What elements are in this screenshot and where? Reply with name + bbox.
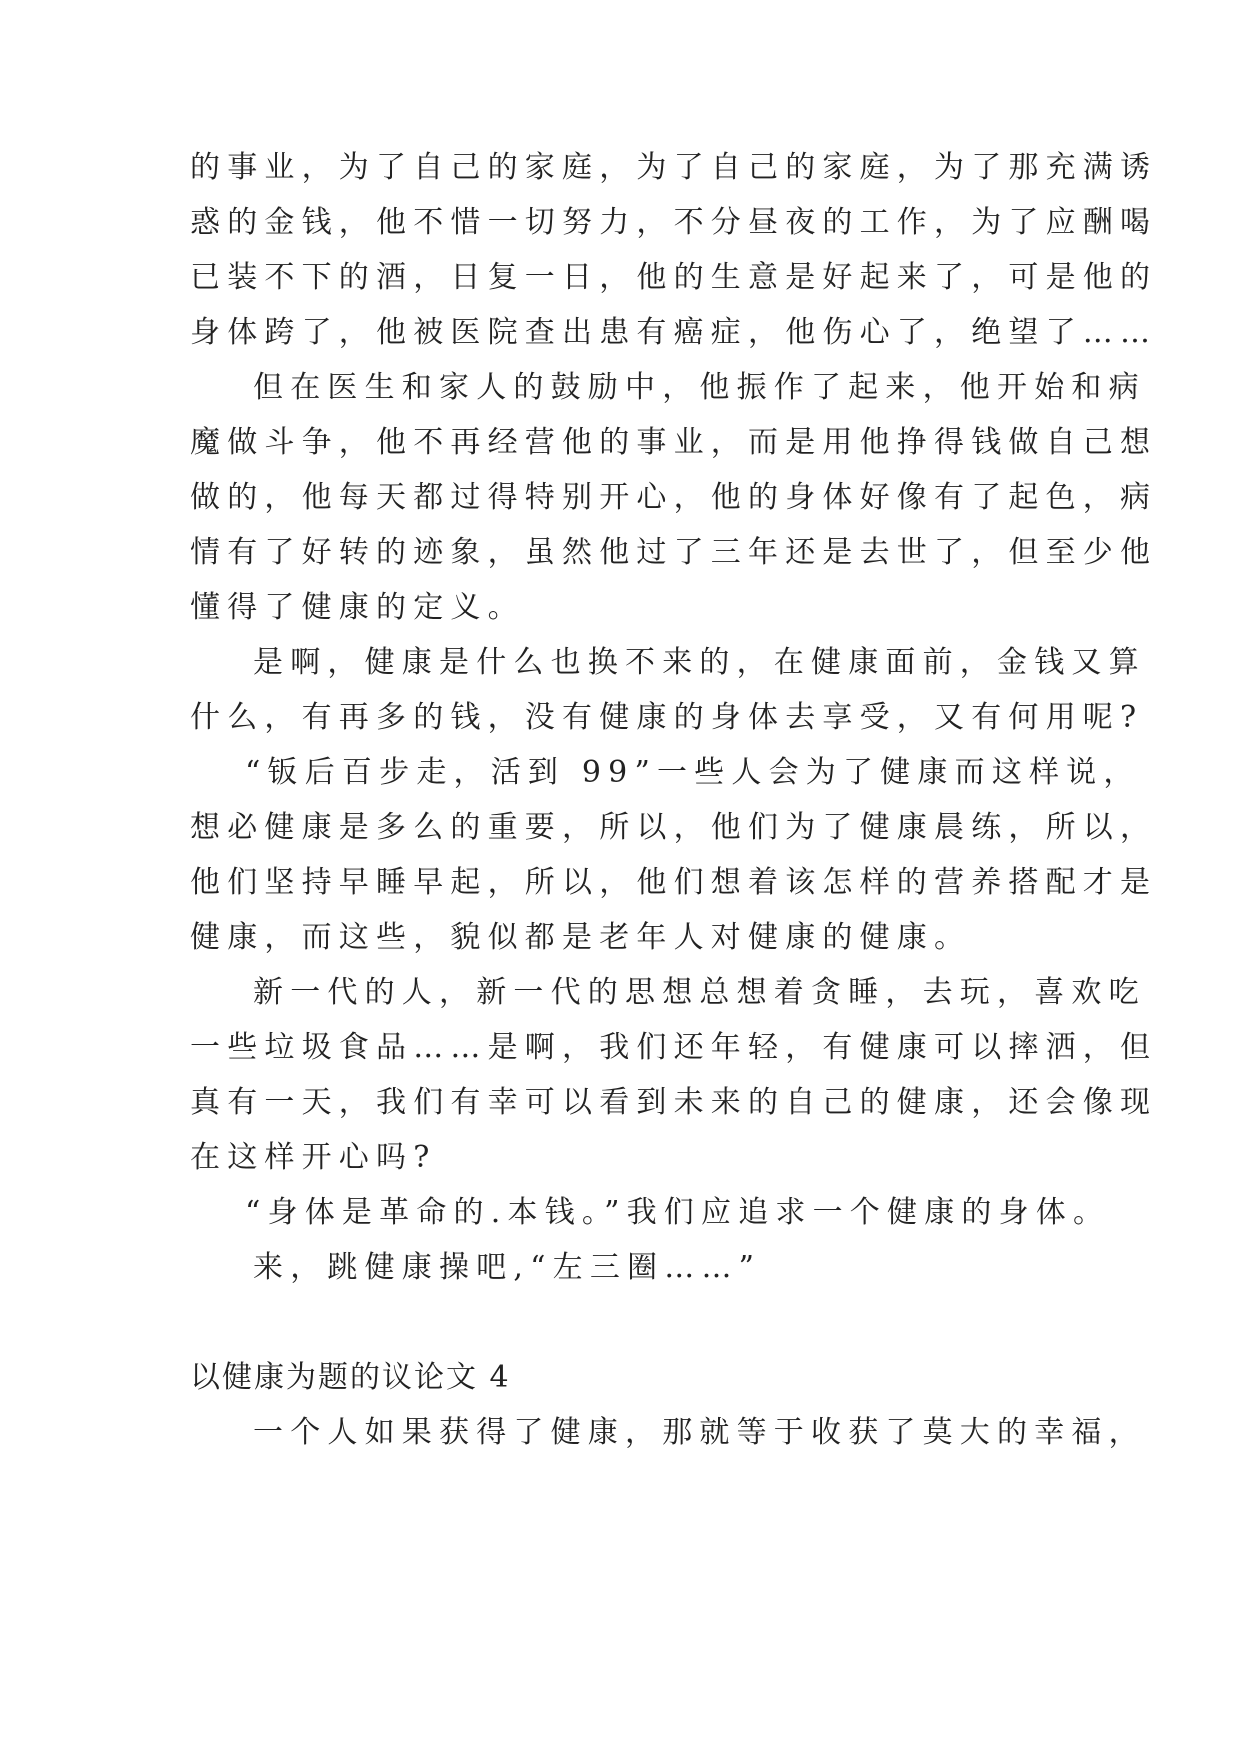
text-line: 做的，他每天都过得特别开心，他的身体好像有了起色，病 <box>190 480 1158 515</box>
text-line: 魔做斗争，他不再经营他的事业，而是用他挣得钱做自己想 <box>190 425 1158 460</box>
section-heading: 以健康为题的议论文 4 <box>190 1360 511 1395</box>
paragraph-first-line: 一个人如果获得了健康，那就等于收获了莫大的幸福， <box>253 1415 1146 1450</box>
text-line: 懂得了健康的定义。 <box>190 590 525 625</box>
paragraph-first-line: 来，跳健康操吧,“左三圈……” <box>253 1250 762 1285</box>
text-line: 真有一天，我们有幸可以看到未来的自己的健康，还会像现 <box>190 1085 1158 1120</box>
text-line: 想必健康是多么的重要，所以，他们为了健康晨练，所以， <box>190 810 1158 845</box>
text-line: 的事业，为了自己的家庭，为了自己的家庭，为了那充满诱 <box>190 150 1158 185</box>
text-line: 身体跨了，他被医院查出患有癌症，他伤心了，绝望了…… <box>190 315 1158 350</box>
text-line: 他们坚持早睡早起，所以，他们想着该怎样的营养搭配才是 <box>190 865 1158 900</box>
text-line: 健康，而这些，貌似都是老年人对健康的健康。 <box>190 920 972 955</box>
text-line: 惑的金钱，他不惜一切努力，不分昼夜的工作，为了应酬喝 <box>190 205 1158 240</box>
text-line: 一些垃圾食品……是啊，我们还年轻，有健康可以摔洒，但 <box>190 1030 1158 1065</box>
text-line: 情有了好转的迹象，虽然他过了三年还是去世了，但至少他 <box>190 535 1158 570</box>
paragraph-first-line: “身体是革命的.本钱。”我们应追求一个健康的身体。 <box>245 1195 1111 1230</box>
paragraph-first-line: “钣后百步走，活到 99”一些人会为了健康而这样说， <box>245 755 1141 790</box>
text-line: 在这样开心吗? <box>190 1140 437 1175</box>
paragraph-first-line: 是啊，健康是什么也换不来的，在健康面前，金钱又算 <box>253 645 1146 680</box>
text-line: 什么，有再多的钱，没有健康的身体去享受，又有何用呢? <box>190 700 1144 735</box>
paragraph-first-line: 新一代的人，新一代的思想总想着贪睡，去玩，喜欢吃 <box>253 975 1146 1010</box>
text-line: 已装不下的酒，日复一日，他的生意是好起来了，可是他的 <box>190 260 1158 295</box>
document-page <box>190 0 1158 1754</box>
paragraph-first-line: 但在医生和家人的鼓励中，他振作了起来，他开始和病 <box>253 370 1146 405</box>
